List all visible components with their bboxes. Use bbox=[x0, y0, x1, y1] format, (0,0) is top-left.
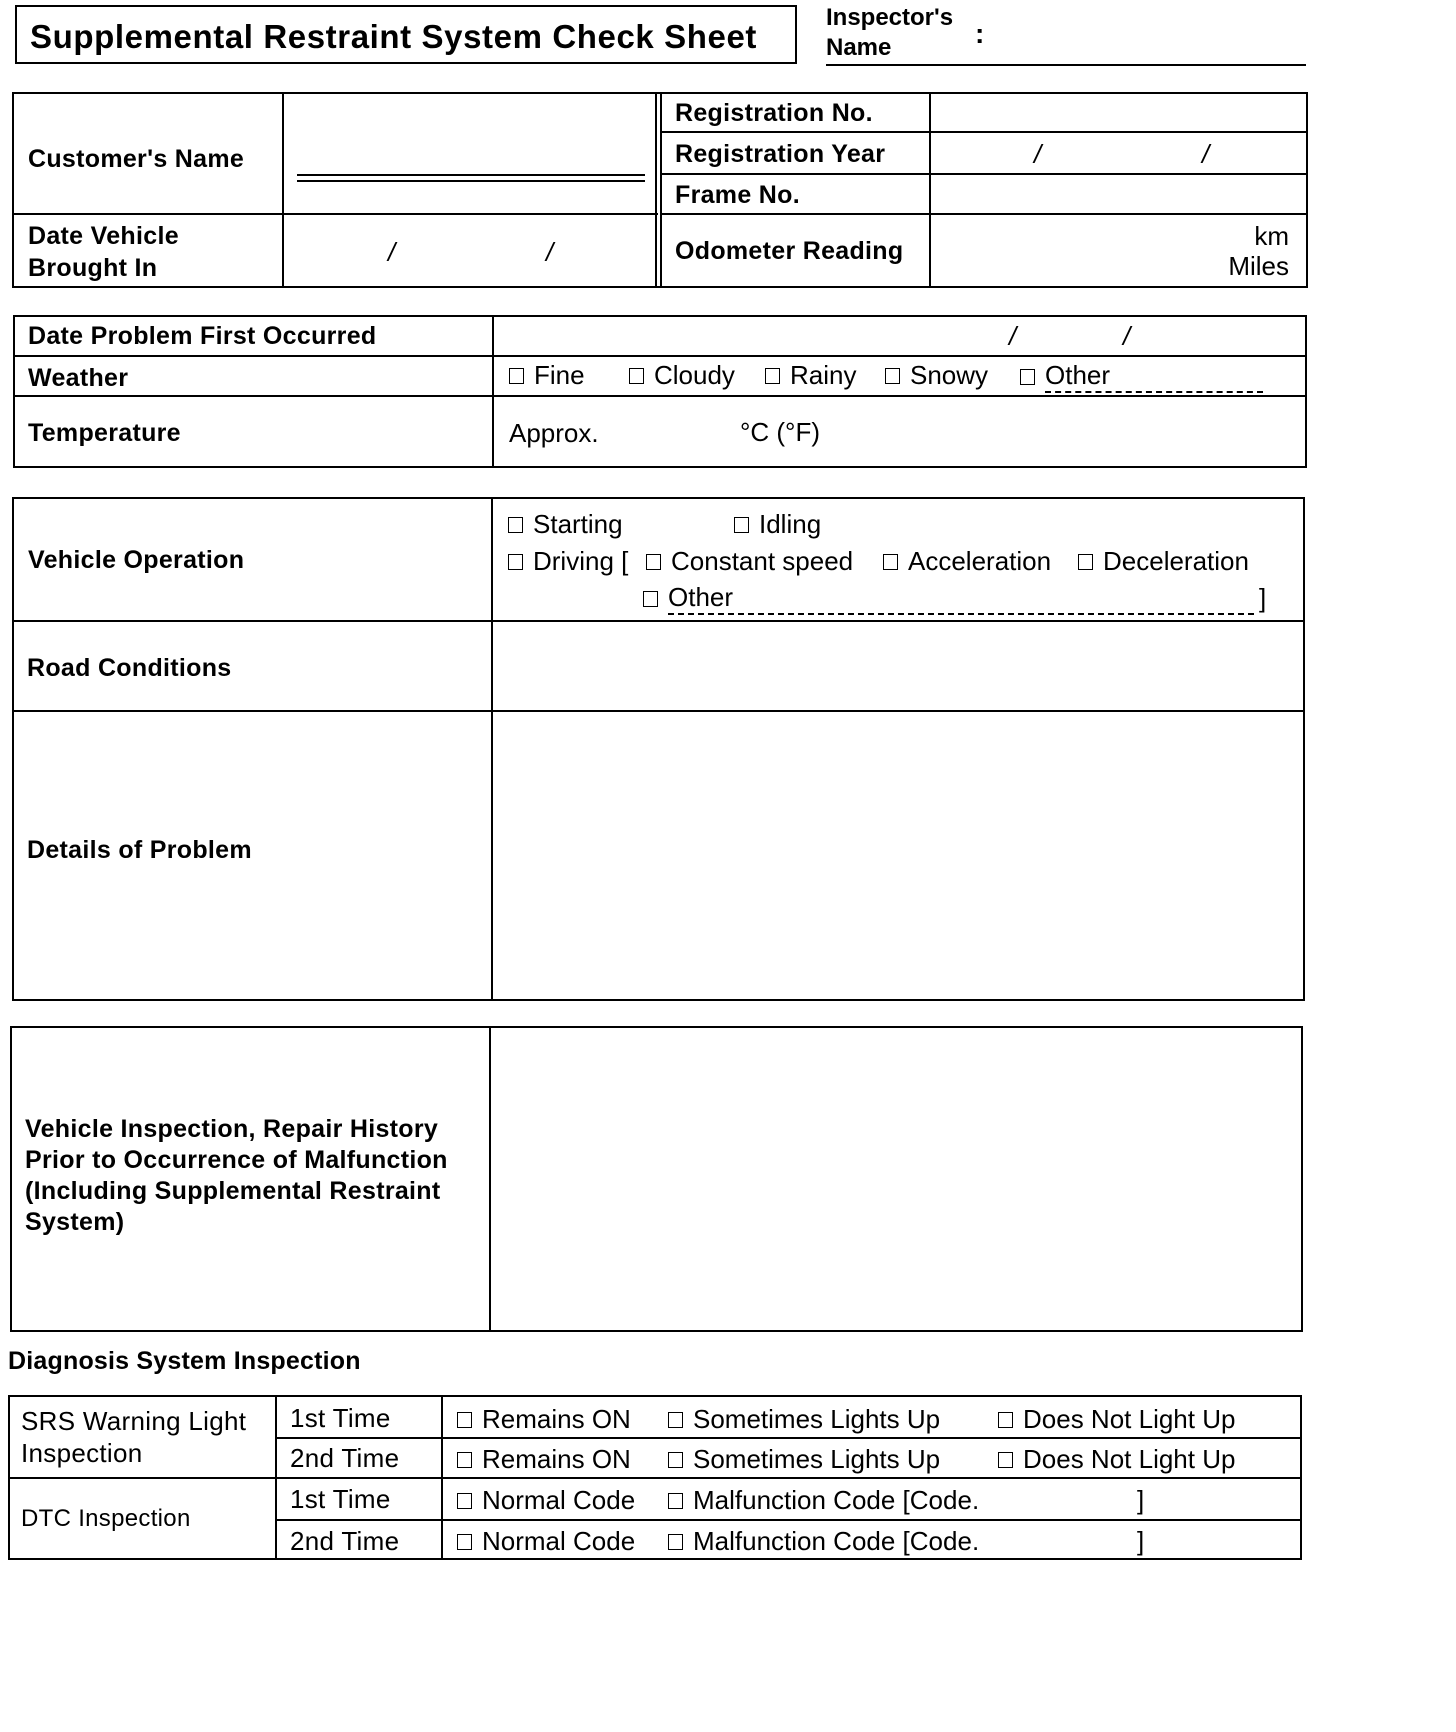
inspector-name-field[interactable] bbox=[826, 40, 1306, 66]
history-field[interactable] bbox=[491, 1028, 1301, 1330]
srs-1st-does-not-light-up[interactable]: Does Not Light Up bbox=[998, 1404, 1235, 1435]
date-separator: / bbox=[1034, 139, 1042, 169]
inspector-label-line2: Name bbox=[826, 34, 892, 61]
checkbox[interactable] bbox=[998, 1452, 1013, 1468]
checkbox[interactable] bbox=[668, 1452, 683, 1468]
odometer-unit-miles: Miles bbox=[1228, 251, 1289, 281]
weather-option-cloudy[interactable]: Cloudy bbox=[629, 360, 735, 391]
dtc-1st-normal-code[interactable]: Normal Code bbox=[457, 1485, 635, 1516]
date-separator: / bbox=[1009, 321, 1017, 351]
checkbox[interactable] bbox=[643, 591, 658, 607]
operation-option-starting[interactable]: Starting bbox=[508, 509, 623, 540]
checkbox[interactable] bbox=[885, 368, 900, 384]
checkbox[interactable] bbox=[1078, 554, 1093, 570]
operation-option-other[interactable]: Other bbox=[643, 582, 1254, 615]
weather-option-rainy[interactable]: Rainy bbox=[765, 360, 856, 391]
checkbox[interactable] bbox=[457, 1412, 472, 1428]
checkbox[interactable] bbox=[1020, 369, 1035, 385]
checkbox[interactable] bbox=[508, 554, 523, 570]
checkbox[interactable] bbox=[668, 1412, 683, 1428]
registration-year-label: Registration Year bbox=[675, 140, 886, 168]
dtc-2nd-normal-code[interactable]: Normal Code bbox=[457, 1526, 635, 1557]
diagnosis-heading: Diagnosis System Inspection bbox=[8, 1347, 361, 1375]
details-of-problem-field[interactable] bbox=[493, 712, 1304, 999]
registration-year-field[interactable] bbox=[931, 133, 1306, 173]
road-conditions-field[interactable] bbox=[493, 622, 1304, 710]
dtc-1st-code-field[interactable] bbox=[1007, 1485, 1137, 1515]
checkbox[interactable] bbox=[509, 368, 524, 384]
page-title: Supplemental Restraint System Check Sheet bbox=[30, 18, 757, 55]
frame-no-field[interactable] bbox=[931, 175, 1306, 213]
operation-option-deceleration[interactable]: Deceleration bbox=[1078, 546, 1249, 577]
road-conditions-label: Road Conditions bbox=[27, 654, 232, 682]
dtc-1st-malfunction-code[interactable]: Malfunction Code [Code. bbox=[668, 1485, 979, 1516]
checkbox[interactable] bbox=[629, 368, 644, 384]
checkbox[interactable] bbox=[765, 368, 780, 384]
temperature-prefix: Approx. bbox=[509, 418, 599, 448]
inspector-colon: : bbox=[975, 18, 985, 49]
srs-warning-label-line2: Inspection bbox=[21, 1438, 143, 1468]
checkbox[interactable] bbox=[457, 1534, 472, 1550]
checkbox[interactable] bbox=[734, 517, 749, 533]
date-brought-in-field[interactable] bbox=[284, 215, 654, 286]
vehicle-operation-label: Vehicle Operation bbox=[28, 546, 245, 574]
checkbox[interactable] bbox=[508, 517, 523, 533]
history-label: Vehicle Inspection, Repair History Prior to Occurrence of Malfunction (Including Supplemental Restraint System) bbox=[25, 1115, 448, 1236]
close-bracket: ] bbox=[1137, 1485, 1145, 1515]
srs-2nd-does-not-light-up[interactable]: Does Not Light Up bbox=[998, 1444, 1235, 1475]
dtc-inspection-label: DTC Inspection bbox=[21, 1505, 191, 1532]
vehicle-operation-options bbox=[508, 509, 1298, 617]
weather-label: Weather bbox=[28, 364, 129, 392]
temperature-label: Temperature bbox=[28, 419, 181, 447]
weather-option-other[interactable]: Other bbox=[1020, 360, 1263, 393]
close-bracket: ] bbox=[1137, 1526, 1145, 1556]
checkbox[interactable] bbox=[457, 1493, 472, 1509]
date-brought-in-label-line2: Brought In bbox=[28, 254, 158, 282]
odometer-field[interactable] bbox=[931, 215, 1306, 286]
weather-option-snowy[interactable]: Snowy bbox=[885, 360, 988, 391]
time-label: 1st Time bbox=[290, 1484, 391, 1514]
srs-1st-remains-on[interactable]: Remains ON bbox=[457, 1404, 631, 1435]
date-first-occurred-field[interactable] bbox=[494, 317, 1306, 355]
checkbox[interactable] bbox=[668, 1493, 683, 1509]
checkbox[interactable] bbox=[668, 1534, 683, 1550]
date-separator: / bbox=[1123, 321, 1131, 351]
checkbox[interactable] bbox=[883, 554, 898, 570]
checkbox[interactable] bbox=[998, 1412, 1013, 1428]
date-brought-in-label-line1: Date Vehicle bbox=[28, 222, 179, 250]
srs-1st-sometimes-lights-up[interactable]: Sometimes Lights Up bbox=[668, 1404, 940, 1435]
registration-no-label: Registration No. bbox=[675, 99, 873, 127]
frame-no-label: Frame No. bbox=[675, 181, 800, 209]
srs-2nd-sometimes-lights-up[interactable]: Sometimes Lights Up bbox=[668, 1444, 940, 1475]
operation-option-driving[interactable]: Driving [ bbox=[508, 546, 628, 577]
odometer-unit-km: km bbox=[1254, 221, 1289, 251]
date-separator: / bbox=[546, 237, 554, 267]
dtc-2nd-code-field[interactable] bbox=[1007, 1526, 1137, 1556]
weather-option-fine[interactable]: Fine bbox=[509, 360, 585, 391]
date-separator: / bbox=[388, 237, 396, 267]
operation-option-acceleration[interactable]: Acceleration bbox=[883, 546, 1051, 577]
checkbox[interactable] bbox=[457, 1452, 472, 1468]
time-label: 1st Time bbox=[290, 1403, 391, 1433]
temperature-field[interactable] bbox=[494, 397, 1306, 466]
registration-no-field[interactable] bbox=[931, 94, 1306, 131]
temperature-unit: °C (°F) bbox=[740, 417, 820, 447]
time-label: 2nd Time bbox=[290, 1526, 400, 1556]
time-label: 2nd Time bbox=[290, 1443, 400, 1473]
date-first-occurred-label: Date Problem First Occurred bbox=[28, 322, 377, 350]
srs-2nd-remains-on[interactable]: Remains ON bbox=[457, 1444, 631, 1475]
date-separator: / bbox=[1202, 139, 1210, 169]
customer-name-label: Customer's Name bbox=[28, 145, 245, 173]
close-bracket: ] bbox=[1259, 583, 1267, 613]
inspector-label-line1: Inspector's bbox=[826, 4, 954, 31]
operation-option-idling[interactable]: Idling bbox=[734, 509, 821, 540]
customer-name-field[interactable] bbox=[297, 120, 645, 200]
dtc-2nd-malfunction-code[interactable]: Malfunction Code [Code. bbox=[668, 1526, 979, 1557]
odometer-label: Odometer Reading bbox=[675, 237, 904, 265]
srs-warning-label-line1: SRS Warning Light bbox=[21, 1406, 247, 1436]
checkbox[interactable] bbox=[646, 554, 661, 570]
operation-option-constant-speed[interactable]: Constant speed bbox=[646, 546, 853, 577]
details-of-problem-label: Details of Problem bbox=[27, 836, 252, 864]
